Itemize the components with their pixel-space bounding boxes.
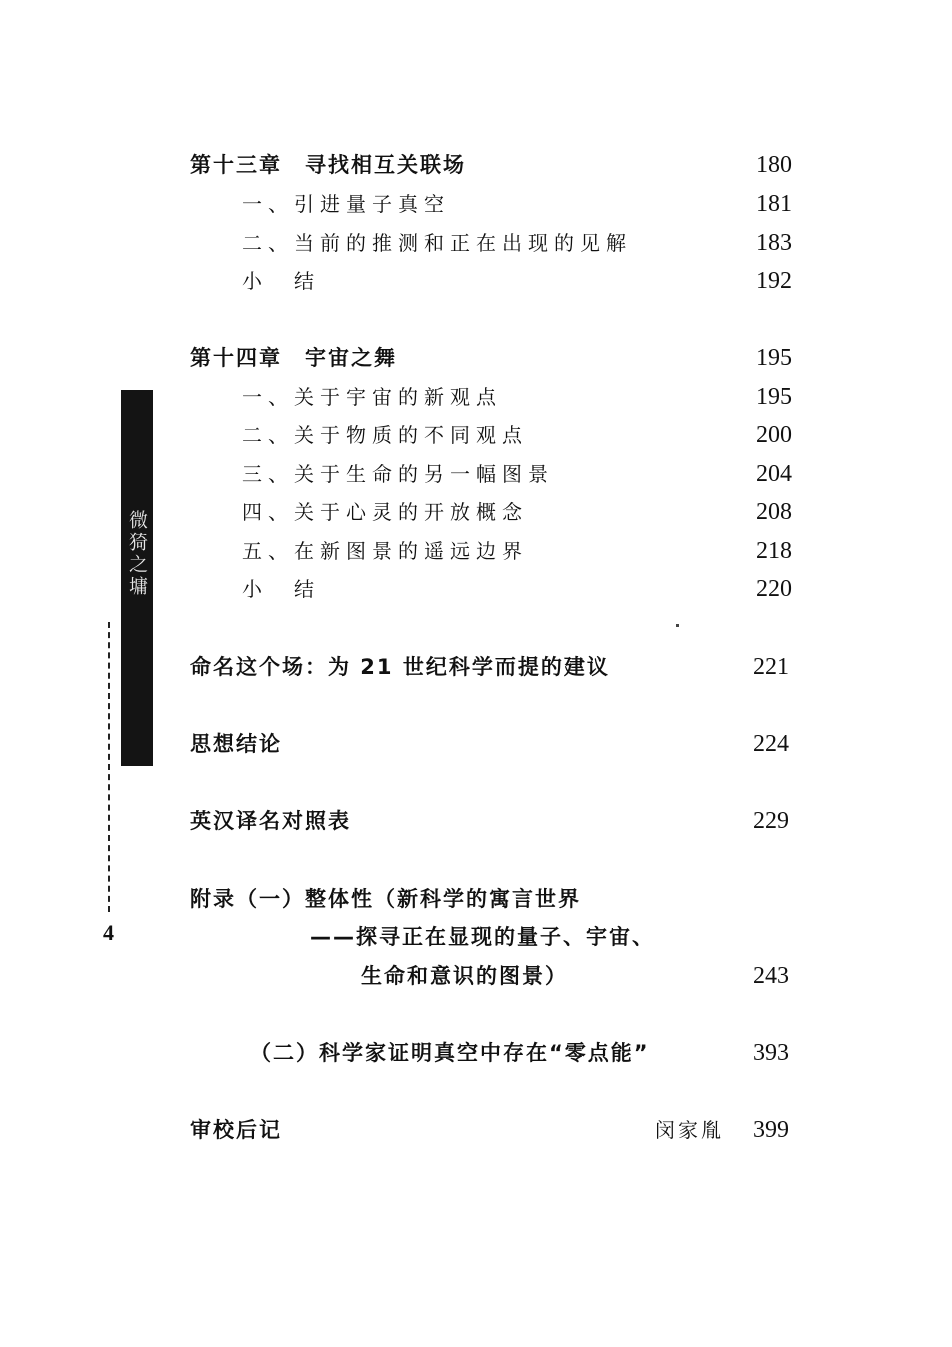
toc-page: 195: [756, 384, 792, 410]
toc-entry[interactable]: [0, 1113, 952, 1147]
toc-entry[interactable]: [0, 1036, 952, 1070]
toc-chapter-title: 附录（一）整体性（新科学的寓言世界: [190, 887, 581, 911]
toc-page: 218: [756, 538, 792, 564]
toc-entry[interactable]: [0, 187, 952, 221]
toc-entry[interactable]: [0, 380, 952, 414]
toc-entry[interactable]: [0, 341, 952, 375]
toc-chapter-title: 思想结论: [190, 732, 282, 756]
toc-subtitle: ——探寻正在显现的量子、宇宙、: [310, 925, 655, 949]
toc-section-title: 四、关于心灵的开放概念: [242, 500, 528, 524]
toc-chapter-title: 命名这个场：为 21 世纪科学而提的建议: [190, 655, 610, 679]
toc-section-title: 五、在新图景的遥远边界: [242, 539, 528, 563]
toc-subtitle: 生命和意识的图景）: [361, 964, 568, 988]
toc-entry[interactable]: [0, 226, 952, 260]
toc-chapter-title: 审校后记: [190, 1118, 282, 1142]
toc-section-title: 一、引进量子真空: [242, 192, 450, 216]
toc-chapter-title: 第十三章 寻找相互关联场: [190, 153, 466, 177]
toc-section-title: 一、关于宇宙的新观点: [242, 385, 502, 409]
toc-entry[interactable]: [0, 882, 952, 916]
toc-page: 180: [756, 152, 792, 178]
toc-chapter-title: （二）科学家证明真空中存在“零点能”: [250, 1041, 650, 1065]
toc-page: 208: [756, 499, 792, 525]
toc-entry[interactable]: [0, 148, 952, 182]
toc-page: 192: [756, 268, 792, 294]
toc-entry[interactable]: [0, 727, 952, 761]
toc-page: 220: [756, 576, 792, 602]
toc-page: 200: [756, 422, 792, 448]
toc-entry[interactable]: [0, 457, 952, 491]
toc-entry[interactable]: [0, 534, 952, 568]
toc-page: 243: [753, 963, 789, 989]
toc-entry[interactable]: [0, 650, 952, 684]
toc-chapter-title: 第十四章 宇宙之舞: [190, 346, 397, 370]
toc-page: 204: [756, 461, 792, 487]
toc-chapter-title: 英汉译名对照表: [190, 809, 351, 833]
toc-page: 399: [753, 1117, 789, 1143]
toc-section-title: 三、关于生命的另一幅图景: [242, 462, 554, 486]
page-number: 4: [103, 920, 114, 945]
spine-title: 微猗之墉: [126, 510, 148, 598]
toc-page: 195: [756, 345, 792, 371]
toc-entry[interactable]: [0, 418, 952, 452]
toc-author: 闵家胤: [655, 1118, 724, 1142]
toc-entry[interactable]: [0, 572, 952, 606]
toc-page: 221: [753, 654, 789, 680]
toc-page: 229: [753, 808, 789, 834]
toc-entry-continued: [0, 920, 952, 954]
toc-entry[interactable]: [0, 804, 952, 838]
toc-section-title: 小 结: [242, 269, 320, 293]
toc-entry[interactable]: [0, 495, 952, 529]
toc-entry-continued: [0, 959, 952, 993]
toc-section-title: 二、关于物质的不同观点: [242, 423, 528, 447]
toc-section-title: 二、当前的推测和正在出现的见解: [242, 231, 632, 255]
toc-page: 224: [753, 731, 789, 757]
toc-page: 183: [756, 230, 792, 256]
toc-page: 393: [753, 1040, 789, 1066]
toc-section-title: 小 结: [242, 577, 320, 601]
toc-entry[interactable]: [0, 264, 952, 298]
print-speck: [676, 624, 679, 627]
toc-page: 181: [756, 191, 792, 217]
